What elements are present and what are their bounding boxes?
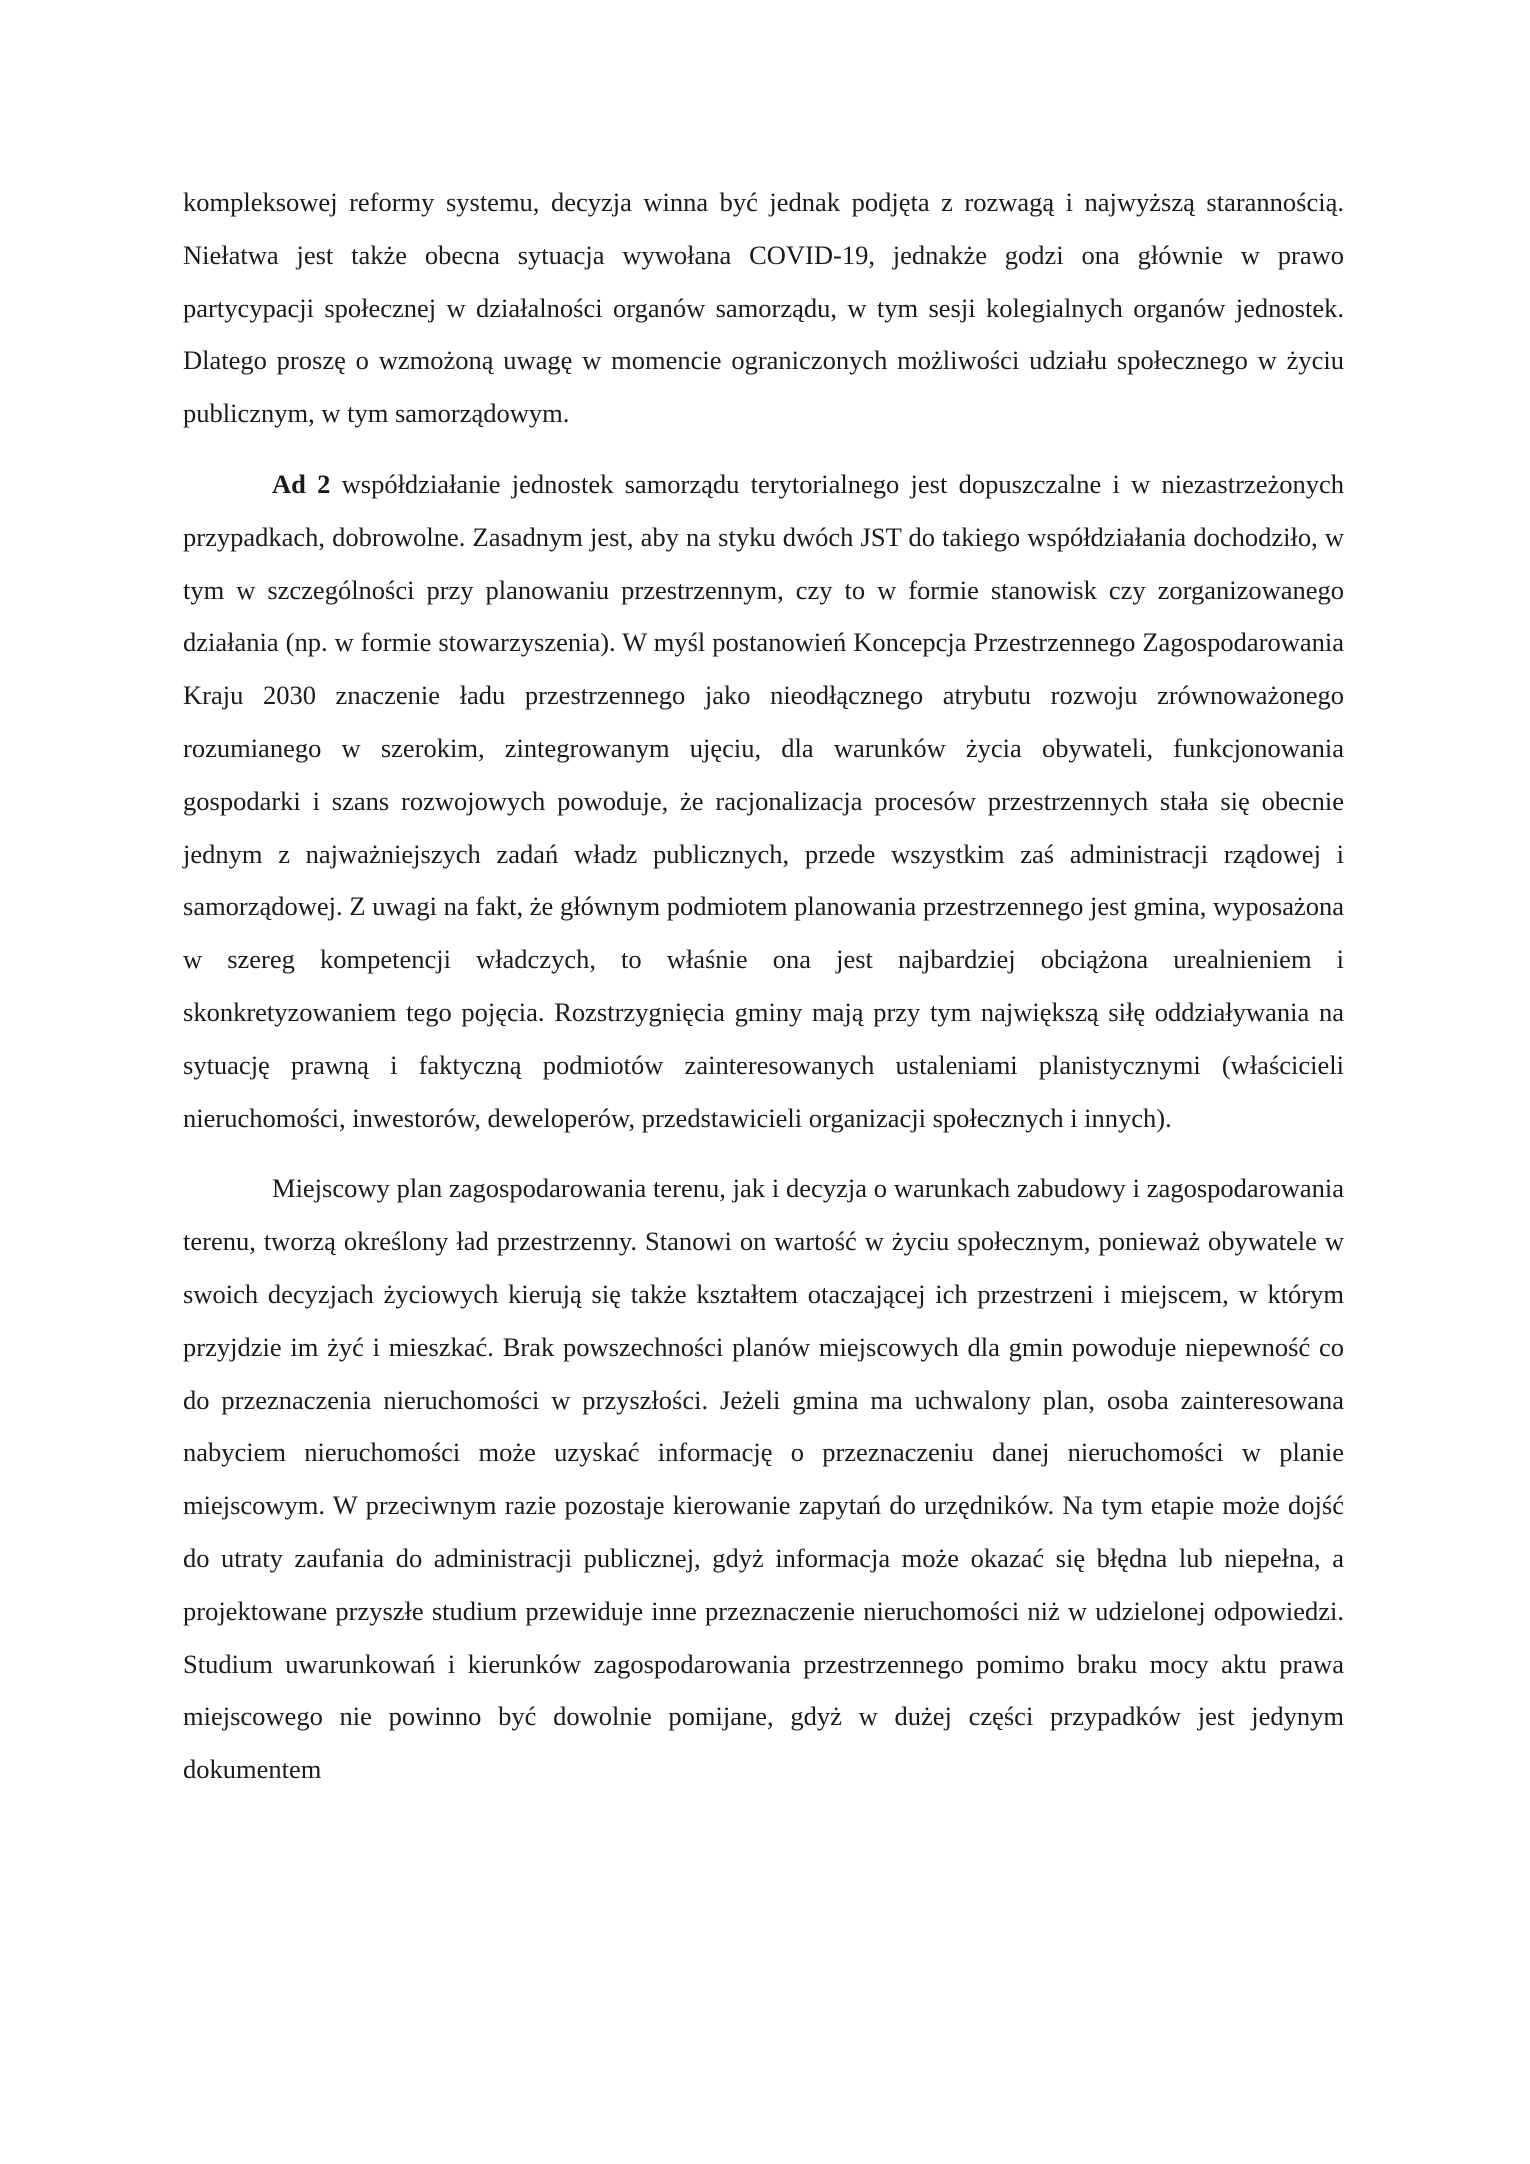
paragraph-1-text: kompleksowej reformy systemu, decyzja winna być jednak podjęta z rozwagą i najwyższą starannością. Niełatwa jest także obecna sytuacja wywołana COVID-19, jednakże godzi ona głównie w prawo partycypacji społecznej w działalności organów samorządu, w tym sesji kolegialnych organów jednostek. Dlatego proszę o wzmożoną uwagę w momencie ograniczonych możliwości udziału społecznego w życiu publicznym, w tym samorządowym. <box>183 187 1344 429</box>
document-body <box>183 176 1344 1814</box>
paragraph-2 <box>183 458 1344 1144</box>
paragraph-3-text: Miejscowy plan zagospodarowania terenu, jak i decyzja o warunkach zabudowy i zagospodarowania terenu, tworzą określony ład przestrzenny. Stanowi on wartość w życiu społecznym, ponieważ obywatele w swoich decyzjach życiowych kierują się także kształtem otaczającej ich przestrzeni i miejscem, w którym przyjdzie im żyć i mieszkać. Brak powszechności planów miejscowych dla gmin powoduje niepewność co do przeznaczenia nieruchomości w przyszłości. Jeżeli gmina ma uchwalony plan, osoba zainteresowana nabyciem nieruchomości może uzyskać informację o przeznaczeniu danej nieruchomości w planie miejscowym. W przeciwnym razie pozostaje kierowanie zapytań do urzędników. Na tym etapie może dojść do utraty zaufania do administracji publicznej, gdyż informacja może okazać się błędna lub niepełna, a projektowane przyszłe studium przewiduje inne przeznaczenie nieruchomości niż w udzielonej odpowiedzi. Studium uwarunkowań i kierunków zagospodarowania przestrzennego pomimo braku mocy aktu prawa miejscowego nie powinno być dowolnie pomijane, gdyż w dużej części przypadków jest jedynym dokumentem <box>183 1173 1344 1785</box>
paragraph-1 <box>183 176 1344 440</box>
paragraph-2-text: współdziałanie jednostek samorządu terytorialnego jest dopuszczalne i w niezastrzeżonych przypadkach, dobrowolne. Zasadnym jest, aby na styku dwóch JST do takiego współdziałania dochodziło, w tym w szczególności przy planowaniu przestrzennym, czy to w formie stanowisk czy zorganizowanego działania (np. w formie stowarzyszenia). W myśl postanowień Koncepcja Przestrzennego Zagospodarowania Kraju 2030 znaczenie ładu przestrzennego jako nieodłącznego atrybutu rozwoju zrównoważonego rozumianego w szerokim, zintegrowanym ujęciu, dla warunków życia obywateli, funkcjonowania gospodarki i szans rozwojowych powoduje, że racjonalizacja procesów przestrzennych stała się obecnie jednym z najważniejszych zadań władz publicznych, przede wszystkim zaś administracji rządowej i samorządowej. Z uwagi na fakt, że głównym podmiotem planowania przestrzennego jest gmina, wyposażona w szereg kompetencji władczych, to właśnie ona jest najbardziej obciążona urealnieniem i skonkretyzowaniem tego pojęcia. Rozstrzygnięcia gminy mają przy tym największą siłę oddziaływania na sytuację prawną i faktyczną podmiotów zainteresowanych ustaleniami planistycznymi (właścicieli nieruchomości, inwestorów, deweloperów, przedstawicieli organizacji społecznych i innych). <box>183 468 1344 1133</box>
paragraph-3 <box>183 1162 1344 1796</box>
paragraph-2-label: Ad 2 <box>272 468 331 499</box>
